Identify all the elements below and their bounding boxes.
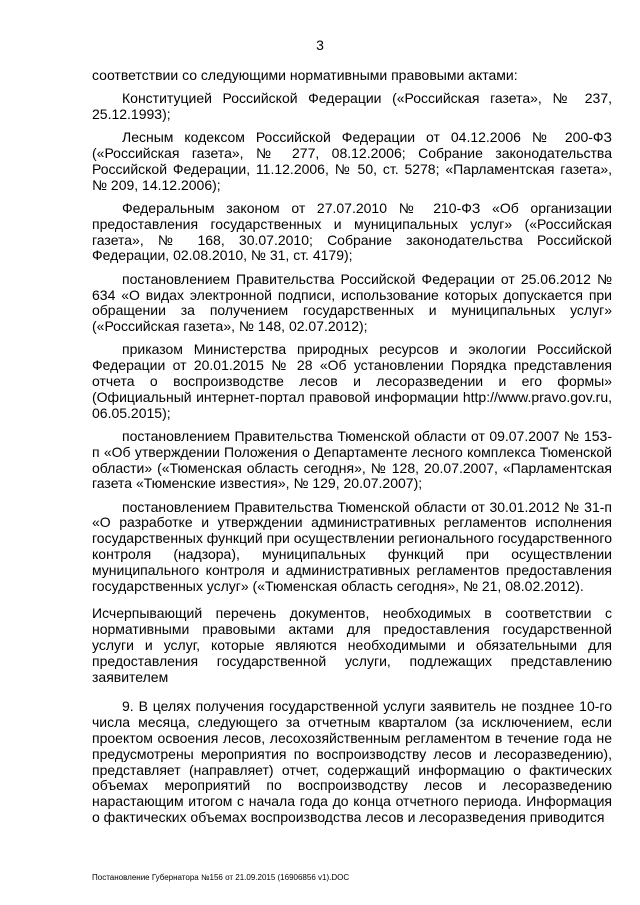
ministry-order-28-paragraph: приказом Министерства природных ресурсов и экологии Российской Федерации от 20.01.2015 № 28 «Об установлении Порядка представления отчета о воспроизводстве лесов и лесоразведении и его формы» (Официальный интернет-портал правовой информации http://www.pravo.gov.ru, 06.05.2015); (92, 341, 612, 421)
item-9-paragraph: 9. В целях получения государственной услуги заявитель не позднее 10-го числа месяца, следующего за отчетным кварталом (за исключением, если проектом освоения лесов, лесохозяйственным регламентом в течение года не предусмотрены мероприятия по воспроизводству лесов и лесоразведению), представляет (направляет) отчет, содержащий информацию о фактических объемах мероприятий по воспроизводству лесов и лесоразведению нарастающим итогом с начала года до конца отчетного периода. Информация о фактических объемах воспроизводства лесов и лесоразведения приводится (92, 698, 612, 825)
page-number: 3 (316, 37, 324, 53)
constitution-paragraph: Конституцией Российской Федерации («Российская газета», № 237, 25.12.1993); (92, 90, 612, 123)
gov-resolution-634-paragraph: постановлением Правительства Российской Федерации от 25.06.2012 № 634 «О видах электронной подписи, использование которых допускается при обращении за получением государственных и муниципальных услуг» («Российская газета», № 148, 02.07.2012); (92, 270, 612, 335)
section-heading: Исчерпывающий перечень документов, необходимых в соответствии с нормативными правовыми актами для предоставления государственной услуги и услуг, которые являются необходимыми и обязательными для предоставления государственной услуги, подлежащих представлению заявителем (92, 605, 612, 685)
intro-paragraph: соответствии со следующими нормативными правовыми актами: (92, 67, 518, 83)
tyumen-resolution-31-paragraph: постановлением Правительства Тюменской области от 30.01.2012 № 31-п «О разработке и утверждении административных регламентов исполнения государственных функций при осуществлении регионального государственного контроля (надзора), муниципальных функций при осуществлении муниципального контроля и административных регламентов предоставления государственных услуг» («Тюменская область сегодня», № 21, 08.02.2012). (92, 498, 612, 594)
tyumen-resolution-153-paragraph: постановлением Правительства Тюменской области от 09.07.2007 № 153-п «Об утверждении Положения о Департаменте лесного комплекса Тюменской области» («Тюменская область сегодня», № 128, 20.07.2007, «Парламентская газета «Тюменские известия», № 129, 20.07.2007); (92, 427, 612, 492)
document-footer: Постановление Губернатора №156 от 21.09.2015 (16906856 v1).DOC (92, 873, 350, 882)
document-body (92, 68, 612, 833)
federal-law-paragraph: Федеральным законом от 27.07.2010 № 210-ФЗ «Об организации предоставления государственных и муниципальных услуг» («Российская газета», № 168, 30.07.2010; Собрание законодательства Российской Федерации, 02.08.2010, № 31, ст. 4179); (92, 200, 612, 264)
forest-code-paragraph: Лесным кодексом Российской Федерации от 04.12.2006 № 200-ФЗ («Российская газета», № 277, 08.12.2006; Собрание законодательства Российской Федерации, 11.12.2006, № 50, ст. 5278; «Парламентская газета», № 209, 14.12.2006); (92, 129, 612, 193)
